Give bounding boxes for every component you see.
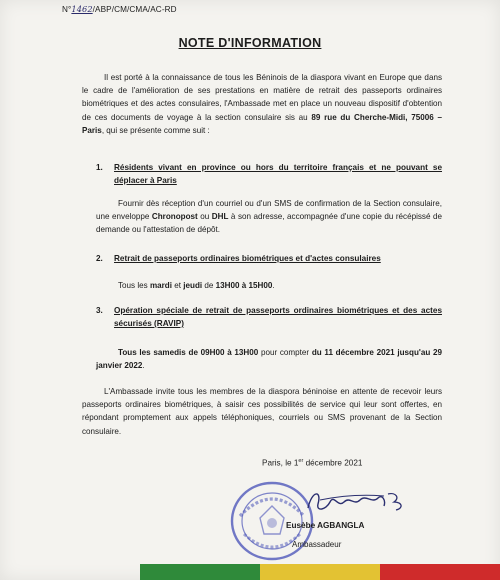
section-1-body bbox=[96, 197, 442, 237]
section-1-number: 1. bbox=[96, 163, 103, 172]
section-3-label: Opération spéciale de retrait de passeports ordinaires biométriques et des actes sécurisés (RAVIP) bbox=[114, 306, 442, 328]
s3-period: du 11 décembre 2021 jusqu'au 29 janvier 2022 bbox=[96, 348, 442, 371]
s1-text-1: Fournir dès réception d'un courriel ou d'un SMS de confirmation de la Section consulaire, une enveloppe bbox=[96, 199, 442, 222]
reference-number bbox=[62, 4, 177, 14]
s3-text-1: pour compter bbox=[258, 348, 312, 357]
date-before: Paris, le 1 bbox=[262, 458, 299, 468]
signer-name: Eusèbe AGBANGLA bbox=[286, 521, 365, 530]
s2-text-1: Tous les bbox=[118, 281, 150, 290]
section-3-body bbox=[96, 346, 442, 372]
s1-text-2: ou bbox=[197, 212, 212, 222]
intro-paragraph bbox=[82, 71, 442, 137]
s1-text-3: à son adresse, accompagnée d'une copie du récépissé de demande ou l'attestation de dépôt. bbox=[96, 212, 442, 235]
s2-text-3: de bbox=[202, 281, 216, 290]
document-title: NOTE D'INFORMATION bbox=[178, 36, 322, 50]
document-date bbox=[262, 458, 362, 468]
section-2-body bbox=[96, 279, 442, 292]
ref-number-handwritten: 1462 bbox=[71, 4, 93, 14]
flag-stripe-yellow bbox=[260, 564, 380, 580]
flag-stripe-green bbox=[140, 564, 260, 580]
section-1-label: Résidents vivant en province ou hors du territoire français et ne pouvant se déplacer à Paris bbox=[114, 163, 442, 185]
s2-mardi: mardi bbox=[149, 281, 172, 290]
s2-hours: 13H00 à 15H00 bbox=[215, 281, 273, 290]
s1-chronopost: Chronopost bbox=[151, 212, 198, 222]
benin-flag-stripe bbox=[140, 564, 500, 580]
section-2-number: 2. bbox=[96, 254, 103, 263]
s1-dhl: DHL bbox=[211, 212, 229, 222]
closing-paragraph: L'Ambassade invite tous les membres de la diaspora béninoise en attente de recevoir leurs passeports ordinaires biométriques, à saisir ces possibilités de service qui leur sont offertes, en répondant promptement aux appels téléphoniques, courriels ou SMS provenant de la Section consulaire. bbox=[82, 387, 442, 436]
section-2-label: Retrait de passeports ordinaires biométriques et d'actes consulaires bbox=[114, 254, 381, 263]
flag-stripe-red bbox=[380, 564, 500, 580]
intro-text-2: , qui se présente comme suit : bbox=[101, 125, 210, 135]
signer-title: Ambassadeur bbox=[292, 540, 342, 549]
intro-address: 89 rue du Cherche-Midi, 75006 – Paris bbox=[82, 112, 442, 135]
section-3-number: 3. bbox=[96, 306, 103, 315]
s2-jeudi: jeudi bbox=[183, 281, 203, 290]
s3-saturdays: Tous les samedis de 09H00 à 13H00 bbox=[118, 348, 259, 357]
ref-prefix: N° bbox=[62, 5, 72, 14]
s2-text-2: et bbox=[172, 281, 184, 290]
date-sup: er bbox=[298, 458, 304, 464]
s2-text-4: . bbox=[272, 281, 275, 290]
s3-text-2: . bbox=[142, 361, 145, 371]
handwritten-signature bbox=[300, 482, 410, 522]
intro-text-1: Il est porté à la connaissance de tous les Béninois de la diaspora vivant en Europe que dans le cadre de l'amélioration de ses prestations en matière de retrait des passeports ordinaires biométriques et des actes consulaires, l'Ambassade met en place un nouveau dispositif d'obtention de ces documents de voyage à la section consulaire sis au bbox=[82, 73, 442, 122]
date-after: décembre 2021 bbox=[303, 458, 363, 468]
ref-code: /ABP/CM/CMA/AC-RD bbox=[92, 5, 177, 14]
